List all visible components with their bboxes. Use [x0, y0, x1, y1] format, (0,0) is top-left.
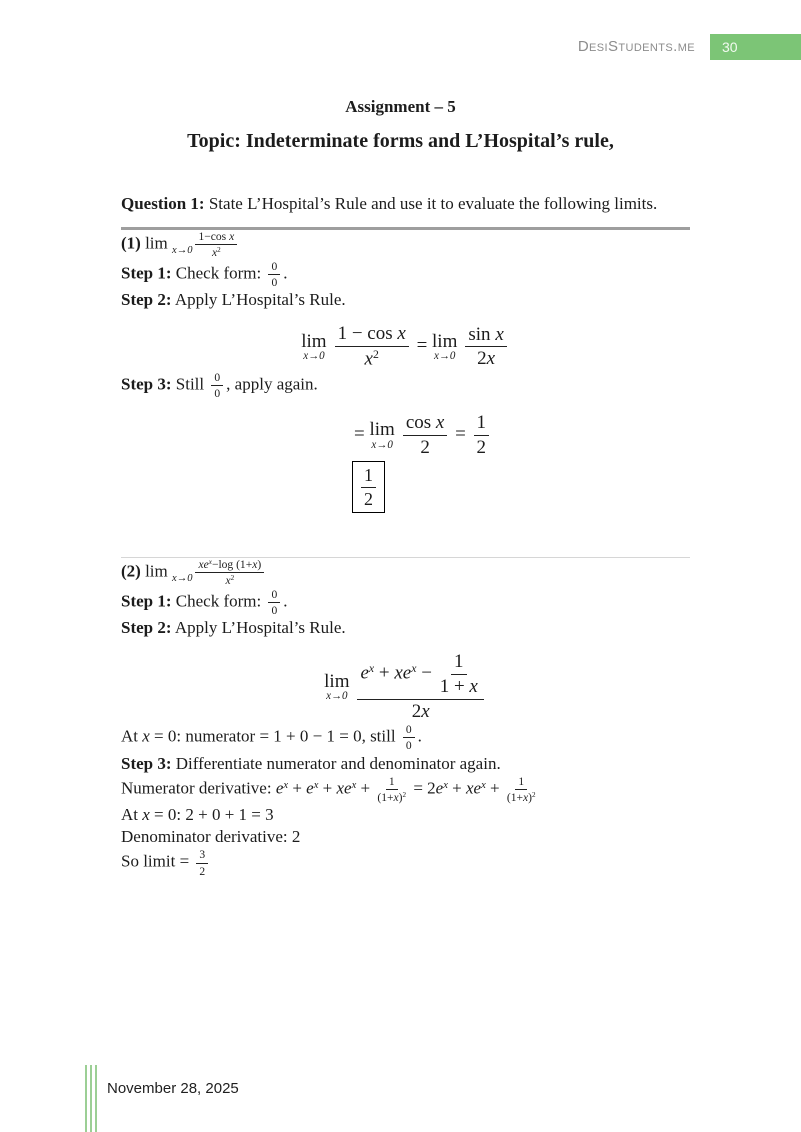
q1-step-1: Step 1: Check form: $\frac{0}{0}$ . — [121, 259, 288, 289]
document-body — [121, 193, 690, 878]
q2-equation-1: lim x→0 $e^x + xe^x$ − $\frac{1}{1 + x}$ 2x — [121, 651, 690, 723]
footer-decorative-lines — [85, 1065, 97, 1132]
q2-denominator-derivative: Denominator derivative: 2 — [121, 827, 301, 847]
q1-step-2: Step 2: Apply L’Hospital’s Rule. — [121, 290, 346, 310]
page-number-badge — [710, 34, 801, 60]
q2-step-1: Step 1: Check form: $\frac{0}{0}$ . — [121, 587, 288, 618]
q2-value-at-zero: At x = 0: 2 + 0 + 1 = 3 — [121, 805, 274, 825]
q1-step-3: Step 3: Still $\frac{0}{0}$ , apply again. — [121, 370, 318, 400]
q1-equation-1: lim x→0 $\frac{\text{1 − cos x}}{x^2}$ = lim x→0 $\frac{\text{sin x}}{2x}$ — [121, 323, 690, 370]
page-number: 30 — [722, 39, 738, 55]
problem-2-heading: (2) lim $_{x\to 0}$ $xe^x-\log$ (1+x) $x^2$ — [121, 558, 690, 588]
topic-title: Topic: Indeterminate forms and L’Hospital’s rule, — [187, 130, 614, 152]
green-line — [85, 1065, 87, 1132]
q2-step-2: Step 2: Apply L’Hospital’s Rule. — [121, 618, 346, 638]
q1-final-answer-box: 1 2 — [352, 461, 690, 513]
question-text: Question 1: State L’Hospital’s Rule and use it to evaluate the following limits. — [121, 194, 658, 213]
site-name: DesiStudents.me — [577, 38, 695, 55]
q2-result: So limit = $\frac{3}{2}$ — [121, 848, 690, 878]
page-header — [0, 34, 801, 61]
assignment-title: Assignment – 5 — [345, 97, 456, 116]
problem-1-heading: (1) lim $_{x\to 0}$ $\frac{\text{1−cos x}}{x^2}$ — [121, 230, 690, 260]
q2-numerator-derivative: Numerator derivative: $e^x + e^x + xe^x$ + $\frac{1}{(1+x)^2}$ = $2e^x + xe^x$ + $\frac{1}{(1+x)^2}$ — [121, 774, 536, 804]
q2-step-3: Step 3: Differentiate numerator and denominator again. — [121, 753, 501, 773]
green-line — [95, 1065, 97, 1132]
q2-numerator-check: At x = 0: numerator = 1 + 0 − 1 = 0, still $\frac{0}{0}$ . — [121, 723, 422, 753]
q1-equation-2: = lim x→0 $\frac{\text{cos x}}{2}$ = $\frac{1}{2}$ — [121, 412, 690, 459]
footer-date: November 28, 2025 — [107, 1080, 239, 1097]
green-line — [90, 1065, 92, 1132]
